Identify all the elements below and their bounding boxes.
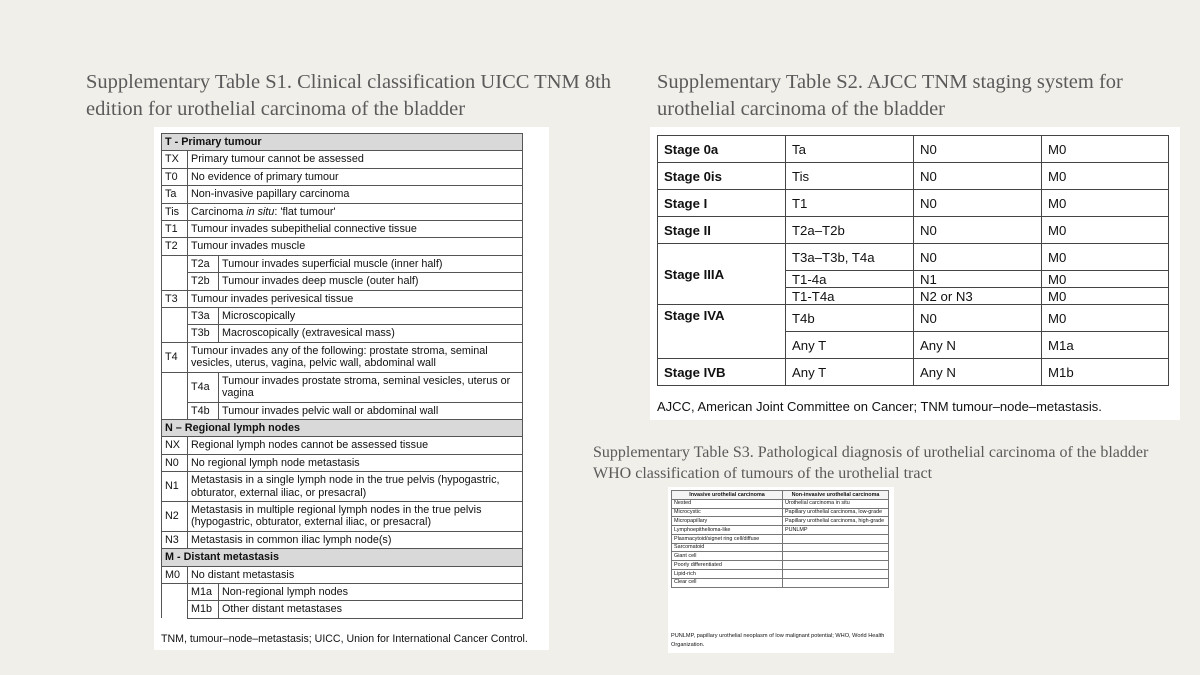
desc-cell: Metastasis in multiple regional lymph nodes in the true pelvis (hypogastric, obturator, external iliac, or presacral) [188, 501, 523, 531]
tnm-classification-table [161, 133, 523, 619]
table-row [162, 151, 523, 168]
noninvasive-cell: Papillary urothelial carcinoma, high-grade [783, 517, 889, 526]
m-cell: M1a [1042, 332, 1169, 359]
blank-cell [162, 255, 188, 272]
desc-cell: No distant metastasis [188, 566, 523, 583]
code-cell: NX [162, 437, 188, 454]
stage-cell: Stage 0a [658, 136, 786, 163]
table-row [658, 190, 1169, 217]
t-cell: Any T [786, 332, 914, 359]
table-row [162, 531, 523, 548]
t-cell: Tis [786, 163, 914, 190]
invasive-cell: Lymphoepithelioma-like [672, 526, 783, 535]
blank-cell [162, 583, 188, 600]
table-row [658, 244, 1169, 271]
table-row [162, 308, 523, 325]
table-s1-panel [154, 127, 549, 650]
n-cell: N0 [914, 190, 1042, 217]
table-row [672, 526, 889, 535]
table-row [162, 203, 523, 220]
who-classification-table [671, 490, 889, 588]
table-row [162, 342, 523, 372]
code-cell: M0 [162, 566, 188, 583]
table-row [162, 566, 523, 583]
noninvasive-cell: Papillary urothelial carcinoma, low-grade [783, 508, 889, 517]
t-cell: T2a–T2b [786, 217, 914, 244]
table-row [672, 570, 889, 579]
invasive-cell: Nested [672, 499, 783, 508]
desc-cell: Tumour invades prostate stroma, seminal vesicles, uterus or vagina [219, 372, 523, 402]
m-cell: M0 [1042, 136, 1169, 163]
desc-cell: Macroscopically (extravesical mass) [219, 325, 523, 342]
desc-cell: Regional lymph nodes cannot be assessed tissue [188, 437, 523, 454]
table-row [672, 578, 889, 587]
invasive-cell: Clear cell [672, 578, 783, 587]
code-cell: T2 [162, 238, 188, 255]
stage-cell: Stage II [658, 217, 786, 244]
ajcc-staging-table [657, 135, 1169, 386]
table-footnote: PUNLMP, papillary urothelial neoplasm of low malignant potential; WHO, World Health Organization. [671, 633, 885, 648]
desc-cell: Tumour invades perivesical tissue [188, 290, 523, 307]
invasive-cell: Sarcomatoid [672, 543, 783, 552]
code-cell: Tis [162, 203, 188, 220]
m-cell: M0 [1042, 244, 1169, 271]
table-s3-heading: Supplementary Table S3. Pathological diagnosis of urothelial carcinoma of the bladder WHO classification of tumours of the urothelial tract [593, 444, 1149, 482]
blank-cell [162, 372, 188, 402]
desc-cell: Non-invasive papillary carcinoma [188, 186, 523, 203]
n-cell: N0 [914, 163, 1042, 190]
table-row [162, 255, 523, 272]
desc-cell: Tumour invades subepithelial connective tissue [188, 221, 523, 238]
noninvasive-cell [783, 561, 889, 570]
table-row [162, 372, 523, 402]
m-cell: M0 [1042, 217, 1169, 244]
desc-cell: No regional lymph node metastasis [188, 454, 523, 471]
table-footnote: TNM, tumour–node–metastasis; UICC, Union for International Cancer Control. [161, 633, 528, 645]
table-row [672, 499, 889, 508]
noninvasive-cell: Urothelial carcinoma in situ [783, 499, 889, 508]
code-cell: T4 [162, 342, 188, 372]
stage-cell: Stage 0is [658, 163, 786, 190]
table-row [162, 238, 523, 255]
code-cell: T3 [162, 290, 188, 307]
table-row [162, 583, 523, 600]
code-cell: Ta [162, 186, 188, 203]
invasive-cell: Microcystic [672, 508, 783, 517]
table-row [162, 501, 523, 531]
code-cell: N2 [162, 501, 188, 531]
table-s3-panel [668, 487, 894, 653]
desc-cell: Other distant metastases [219, 601, 523, 618]
n-cell: Any N [914, 332, 1042, 359]
desc-cell: Tumour invades superficial muscle (inner half) [219, 255, 523, 272]
section-header: N – Regional lymph nodes [162, 419, 523, 436]
table-row [162, 601, 523, 618]
n-cell: N2 or N3 [914, 288, 1042, 305]
table-row [162, 273, 523, 290]
desc-cell: Metastasis in a single lymph node in the true pelvis (hypogastric, obturator, external iliac, or presacral) [188, 472, 523, 502]
blank-cell [162, 402, 188, 419]
desc-cell: Non-regional lymph nodes [219, 583, 523, 600]
m-cell: M0 [1042, 288, 1169, 305]
table-row [658, 163, 1169, 190]
n-cell: Any N [914, 359, 1042, 386]
noninvasive-cell [783, 578, 889, 587]
t-cell: T1 [786, 190, 914, 217]
t-cell: T4b [786, 305, 914, 332]
column-header: Invasive urothelial carcinoma [672, 491, 783, 500]
noninvasive-cell [783, 570, 889, 579]
table-row [672, 543, 889, 552]
desc-italic: in situ [246, 205, 275, 218]
desc-cell: No evidence of primary tumour [188, 168, 523, 185]
invasive-cell: Lipid-rich [672, 570, 783, 579]
m-cell: M0 [1042, 163, 1169, 190]
invasive-cell: Giant cell [672, 552, 783, 561]
m-cell: M0 [1042, 190, 1169, 217]
blank-cell [162, 308, 188, 325]
table-row [162, 454, 523, 471]
code-cell: TX [162, 151, 188, 168]
code-cell: T2b [188, 273, 219, 290]
n-cell: N0 [914, 305, 1042, 332]
code-cell: N0 [162, 454, 188, 471]
desc-cell: Tumour invades deep muscle (outer half) [219, 273, 523, 290]
code-cell: T3a [188, 308, 219, 325]
table-row [658, 217, 1169, 244]
t-cell: T3a–T3b, T4a [786, 244, 914, 271]
noninvasive-cell: PUNLMP [783, 526, 889, 535]
section-header: T - Primary tumour [162, 134, 523, 151]
table-row [672, 561, 889, 570]
t-cell: T1-4a [786, 271, 914, 288]
table-row [162, 402, 523, 419]
table-s2-panel [650, 127, 1180, 420]
desc-cell: Primary tumour cannot be assessed [188, 151, 523, 168]
table-s1-heading: Supplementary Table S1. Clinical classification UICC TNM 8th edition for urothelial carcinoma of the bladder [86, 71, 612, 120]
table-row [672, 517, 889, 526]
code-cell: T0 [162, 168, 188, 185]
blank-cell [162, 601, 188, 618]
t-cell: T1-T4a [786, 288, 914, 305]
code-cell: T4b [188, 402, 219, 419]
table-row [658, 305, 1169, 332]
section-header: M - Distant metastasis [162, 549, 523, 566]
desc-cell: Tumour invades any of the following: prostate stroma, seminal vesicles, uterus, vagina, pelvic wall, abdominal wall [188, 342, 523, 372]
table-row [658, 359, 1169, 386]
m-cell: M1b [1042, 359, 1169, 386]
blank-cell [162, 273, 188, 290]
table-row [162, 472, 523, 502]
code-cell: T4a [188, 372, 219, 402]
noninvasive-cell [783, 534, 889, 543]
column-header: Non-invasive urothelial carcinoma [783, 491, 889, 500]
desc-cell: Tumour invades muscle [188, 238, 523, 255]
t-cell: Any T [786, 359, 914, 386]
t-cell: Ta [786, 136, 914, 163]
desc-cell: Metastasis in common iliac lymph node(s) [188, 531, 523, 548]
code-cell: M1b [188, 601, 219, 618]
stage-cell: Stage IVB [658, 359, 786, 386]
n-cell: N0 [914, 136, 1042, 163]
desc-text: Carcinoma [191, 205, 247, 218]
code-cell: T2a [188, 255, 219, 272]
m-cell: M0 [1042, 271, 1169, 288]
table-row [672, 534, 889, 543]
code-cell: N3 [162, 531, 188, 548]
desc-cell: Tumour invades pelvic wall or abdominal wall [219, 402, 523, 419]
invasive-cell: Plasmacytoid/signet ring cell/diffuse [672, 534, 783, 543]
stage-cell: Stage I [658, 190, 786, 217]
stage-cell: Stage IVA [658, 305, 786, 359]
table-row [162, 221, 523, 238]
table-row [672, 508, 889, 517]
table-s2-heading: Supplementary Table S2. AJCC TNM staging system for urothelial carcinoma of the bladder [657, 71, 1123, 120]
invasive-cell: Micropapillary [672, 517, 783, 526]
code-cell: T3b [188, 325, 219, 342]
noninvasive-cell [783, 552, 889, 561]
code-cell: N1 [162, 472, 188, 502]
table-row [658, 136, 1169, 163]
desc-cell [188, 203, 523, 220]
table-footnote: AJCC, American Joint Committee on Cancer; TNM tumour–node–metastasis. [657, 399, 1102, 414]
table-row [162, 186, 523, 203]
table-row [162, 168, 523, 185]
n-cell: N0 [914, 244, 1042, 271]
invasive-cell: Poorly differentiated [672, 561, 783, 570]
table-row [162, 437, 523, 454]
table-row [162, 325, 523, 342]
n-cell: N0 [914, 217, 1042, 244]
code-cell: M1a [188, 583, 219, 600]
n-cell: N1 [914, 271, 1042, 288]
m-cell: M0 [1042, 305, 1169, 332]
stage-cell: Stage IIIA [658, 244, 786, 305]
code-cell: T1 [162, 221, 188, 238]
table-header-row [672, 491, 889, 500]
noninvasive-cell [783, 543, 889, 552]
desc-text: : 'flat tumour' [274, 205, 336, 218]
desc-cell: Microscopically [219, 308, 523, 325]
blank-cell [162, 325, 188, 342]
table-row [162, 290, 523, 307]
table-row [672, 552, 889, 561]
